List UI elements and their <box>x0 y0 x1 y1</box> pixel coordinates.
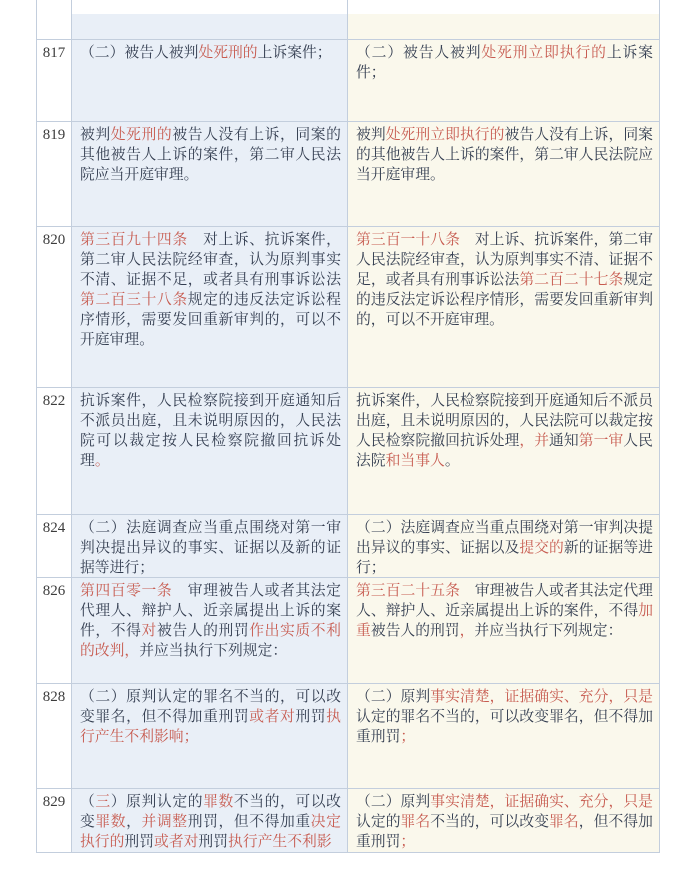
text-segment: 不当的，可以改变 <box>80 794 341 830</box>
old-version-cell <box>72 0 348 14</box>
text-segment: 刑罚，但不得加重 <box>187 814 311 830</box>
text-segment: （二）被告人被判 <box>80 45 199 61</box>
text-segment: 对上诉、抗诉案件，第二审人民法院经审查，认为原判事实不清、证据不足，或者具有刑事诉讼法 <box>80 232 341 288</box>
new-version-cell <box>348 578 659 683</box>
text-segment-highlight: 加重 <box>356 603 653 639</box>
old-version-cell <box>72 578 348 683</box>
text-segment: 审理被告人或者其法定代理人、辩护人、近亲属提出上诉的案件，不得 <box>80 583 341 639</box>
text-segment: 认定的罪名不当的，可以改变罪名，但不得加重刑罚 <box>356 709 653 745</box>
text-segment-highlight: 第二百二十七条 <box>519 272 624 288</box>
text-segment-highlight: 第三百一十八条 <box>356 232 460 248</box>
text-segment-highlight: ， <box>459 623 475 639</box>
text-segment: 通知 <box>549 433 579 449</box>
text-segment: ， <box>126 814 142 830</box>
table-row <box>37 789 659 853</box>
row-number-cell: 826 <box>37 578 72 683</box>
text-segment: 认定的 <box>356 814 401 830</box>
old-version-cell <box>72 789 348 852</box>
old-version-cell <box>72 14 348 39</box>
row-number-cell <box>37 14 72 39</box>
text-segment: 并应当执行下列规定： <box>139 643 288 659</box>
text-segment-highlight: 罪名 <box>400 814 431 830</box>
new-version-cell <box>348 0 659 14</box>
paragraph <box>356 125 653 185</box>
text-segment-highlight: ，并 <box>519 433 550 449</box>
text-segment: ，但不得加重刑罚 <box>356 814 653 850</box>
table-row <box>37 122 659 227</box>
old-version-cell <box>72 388 348 514</box>
text-segment-highlight: 对 <box>141 623 157 639</box>
text-segment: 刑罚 <box>295 709 327 725</box>
partial-row <box>37 0 659 14</box>
row-number-cell: 820 <box>37 227 72 387</box>
text-segment: ）原判认定的 <box>110 794 204 810</box>
text-segment-highlight: 执行产生不利影响； <box>80 709 341 745</box>
text-segment: 抗诉案件，人民检察院接到开庭通知后不派员出庭，且未说明原因的，人民法院可以裁定按人民检察院撤回抗诉处理 <box>80 393 341 469</box>
paragraph <box>80 518 341 577</box>
table-row <box>37 40 659 122</box>
text-segment-highlight: 并调整 <box>141 814 188 830</box>
text-segment: 规定的违反法定诉讼程序情形，需要发回重新审判的，可以不开庭审理。 <box>80 292 341 348</box>
text-segment-highlight: 罪数 <box>95 814 127 830</box>
paragraph <box>80 43 341 63</box>
text-segment: 。 <box>444 453 460 469</box>
old-version-cell <box>72 227 348 387</box>
text-segment: 新的证据等进行； <box>356 540 653 576</box>
text-segment-highlight: 和当事人 <box>385 453 445 469</box>
text-segment: 被告人的刑罚 <box>156 623 250 639</box>
text-segment: 对上诉、抗诉案件，第二审人民法院经审查，认为原判事实不清、证据不足，或者具有刑事诉讼法 <box>356 232 653 288</box>
new-version-cell <box>348 14 659 39</box>
text-segment-highlight: 处死刑立即执行的 <box>481 45 607 61</box>
paragraph <box>356 43 653 83</box>
table-row <box>37 227 659 388</box>
text-segment: 被判 <box>356 127 386 143</box>
paragraph <box>356 792 653 852</box>
text-segment: （二）原判 <box>356 794 431 810</box>
text-segment-highlight: 决定执行的 <box>80 814 341 850</box>
text-segment: 被告人没有上诉，同案的其他被告人上诉的案件，第二审人民法院应当开庭审理。 <box>356 127 653 183</box>
text-segment: 审理被告人或者其法定代理人、辩护人、近亲属提出上诉的案件，不得 <box>356 583 653 619</box>
row-number-cell: 819 <box>37 122 72 226</box>
new-version-cell <box>348 40 659 121</box>
text-segment: （二）法庭调查应当重点围绕对第一审判决提出异议的事实、证据以及 <box>356 520 653 556</box>
row-number-cell: 822 <box>37 388 72 514</box>
row-number-cell: 824 <box>37 515 72 577</box>
paragraph <box>80 687 341 747</box>
old-version-cell <box>72 40 348 121</box>
text-segment-highlight: 处死刑的 <box>198 45 258 61</box>
text-segment: 上诉案件； <box>356 45 653 81</box>
text-segment-highlight: 第三百九十四条 <box>80 232 188 248</box>
text-segment-highlight: 处死刑立即执行的 <box>385 127 505 143</box>
new-version-cell <box>348 684 659 788</box>
text-segment: 规定的违反法定诉讼程序情形，需要发回重新审判的，可以不开庭审理。 <box>356 272 653 328</box>
new-version-cell <box>348 515 659 577</box>
paragraph <box>356 391 653 471</box>
text-segment-highlight: 罪数 <box>203 794 234 810</box>
text-segment-highlight: 执行产生不利影 <box>228 834 332 850</box>
row-number-cell: 817 <box>37 40 72 121</box>
text-segment-highlight: 第一审 <box>578 433 624 449</box>
text-segment-highlight: 三 <box>95 794 111 810</box>
text-segment: 不当的，可以改变 <box>430 814 550 830</box>
row-number-cell: 828 <box>37 684 72 788</box>
text-segment-highlight: ； <box>400 729 416 745</box>
new-version-cell <box>348 122 659 226</box>
text-segment: 被告人没有上诉，同案的其他被告人上诉的案件，第二审人民法院应当开庭审理。 <box>80 127 341 183</box>
text-segment: （二）原判 <box>356 689 431 705</box>
paragraph <box>80 391 341 471</box>
text-segment: 被判 <box>80 127 111 143</box>
text-segment-highlight: 第四百零一条 <box>80 583 173 599</box>
text-segment: （二）被告人被判 <box>356 45 482 61</box>
text-segment: （二）法庭调查应当重点围绕对第一审判决提出异议的事实、证据以及新的证据等进行； <box>80 520 341 576</box>
new-version-cell <box>348 789 659 852</box>
text-segment: 并应当执行下列规定： <box>474 623 623 639</box>
header-row <box>37 14 659 40</box>
text-segment-highlight: 提交的 <box>519 540 564 556</box>
text-segment: 被告人的刑罚 <box>370 623 460 639</box>
table-row <box>37 578 659 684</box>
text-segment-highlight: ； <box>400 834 416 850</box>
old-version-cell <box>72 515 348 577</box>
text-segment-highlight: 事实清楚，证据确实、充分，只是 <box>430 794 653 810</box>
text-segment-highlight: 事实清楚，证据确实、充分，只是 <box>430 689 653 705</box>
paragraph <box>80 581 341 661</box>
text-segment-highlight: 或者对 <box>154 834 199 850</box>
text-segment: （ <box>80 794 96 810</box>
text-segment-highlight: 。 <box>94 453 110 469</box>
text-segment-highlight: 处死刑的 <box>110 127 173 143</box>
table-row <box>37 684 659 789</box>
comparison-table <box>36 0 660 853</box>
table-row <box>37 388 659 515</box>
table-row <box>37 515 659 578</box>
paragraph <box>80 230 341 350</box>
paragraph <box>356 230 653 330</box>
paragraph <box>80 125 341 185</box>
text-segment: 抗诉案件，人民检察院接到开庭通知后不派员出庭，且未说明原因的，人民法院可以裁定按人民检察院撤回抗诉处理 <box>356 393 653 449</box>
text-segment-highlight: 罪名 <box>549 814 579 830</box>
new-version-cell <box>348 227 659 387</box>
new-version-cell <box>348 388 659 514</box>
text-segment: 人民法院 <box>356 433 653 469</box>
paragraph <box>356 581 653 641</box>
text-segment-highlight: 第三百二十五条 <box>356 583 460 599</box>
text-segment-highlight: 或者对 <box>249 709 296 725</box>
old-version-cell <box>72 684 348 788</box>
row-number-cell: 829 <box>37 789 72 852</box>
paragraph <box>356 687 653 747</box>
text-segment: （二）原判认定的罪名不当的，可以改变罪名，但不得加重刑罚 <box>80 689 341 725</box>
text-segment: 刑罚 <box>124 834 155 850</box>
row-number-cell <box>37 0 72 14</box>
text-segment-highlight: 第二百三十八条 <box>80 292 188 308</box>
text-segment: 上诉案件； <box>257 45 332 61</box>
text-segment-highlight: 作出实质不利的改判， <box>80 623 341 659</box>
paragraph <box>80 792 341 852</box>
text-segment: 刑罚 <box>198 834 229 850</box>
paragraph <box>356 518 653 577</box>
old-version-cell <box>72 122 348 226</box>
